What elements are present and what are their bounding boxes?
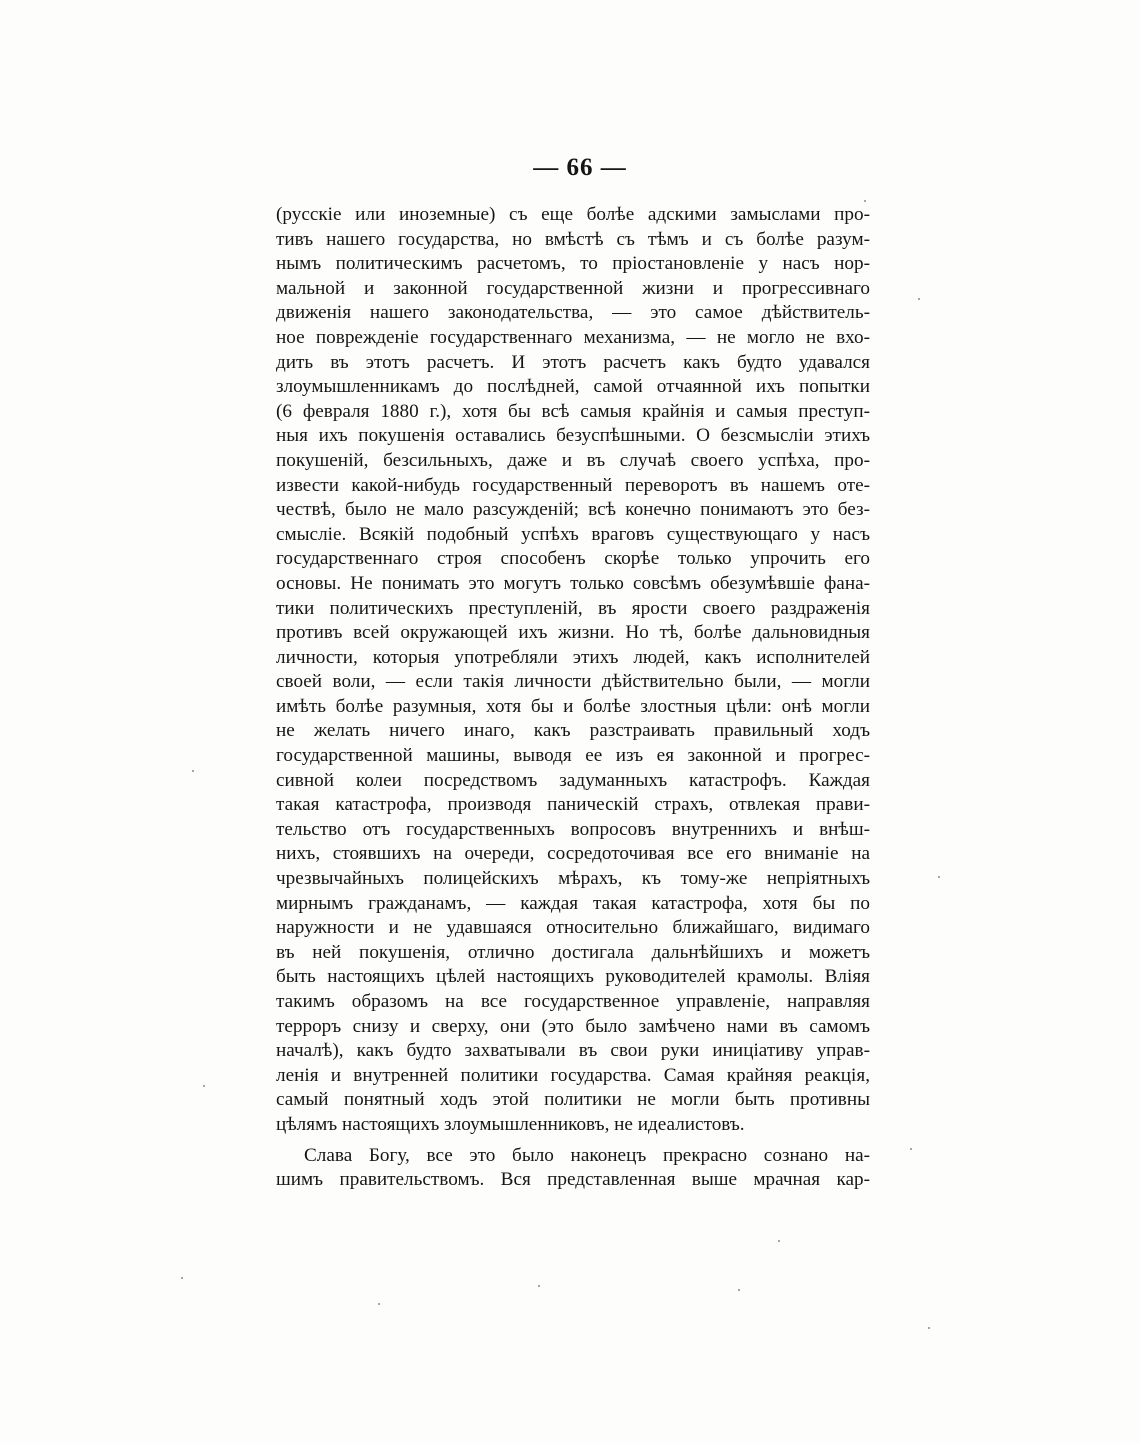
text-line: мирнымъ гражданамъ, — каждая такая катастрофа, хотя бы по: [276, 892, 870, 914]
scan-speck: [928, 1327, 930, 1329]
scan-speck: [738, 1289, 740, 1291]
scan-speck: [538, 1285, 540, 1287]
text-line: такая катастрофа, производя паническій страхъ, отвлекая прави-: [276, 794, 870, 816]
body-text: [276, 203, 870, 1193]
text-line: (6 февраля 1880 г.), хотя бы всѣ самыя крайнія и самыя преступ-: [276, 400, 870, 422]
text-line: сивной колеи посредствомъ задуманныхъ катастрофъ. Каждая: [276, 769, 870, 791]
text-line: самый понятный ходъ этой политики не могли быть противны: [276, 1089, 870, 1111]
text-line: ное поврежденіе государственнаго механизма, — не могло не вхо-: [276, 326, 870, 348]
scan-speck: [192, 770, 194, 772]
text-line: цѣлямъ настоящихъ злоумышленниковъ, не идеалистовъ.: [276, 1113, 745, 1135]
text-line: въ ней покушенія, отлично достигала дальнѣйшихъ и можетъ: [276, 941, 870, 963]
text-line: Слава Богу, все это было наконецъ прекрасно сознано на-: [304, 1144, 870, 1166]
text-line: государственной машины, выводя ее изъ ея законной и прогрес-: [276, 745, 870, 767]
paragraph-2: [276, 1144, 870, 1193]
text-line: чествѣ, было не мало разсужденій; всѣ конечно понимаютъ это без-: [276, 499, 870, 521]
text-line: ленія и внутренней политики государства. Самая крайняя реакція,: [276, 1064, 870, 1086]
text-line: терроръ снизу и сверху, они (это было замѣчено нами въ самомъ: [276, 1015, 870, 1037]
scan-speck: [910, 1148, 912, 1150]
text-line: мальной и законной государственной жизни и прогрессивнаго: [276, 277, 870, 299]
text-line: чрезвычайныхъ полицейскихъ мѣрахъ, къ тому-же непріятныхъ: [276, 868, 870, 890]
scan-speck: [181, 1277, 183, 1279]
text-line: личности, которыя употребляли этихъ людей, какъ исполнителей: [276, 646, 870, 668]
text-line: тики политическихъ преступленій, въ ярости своего раздраженія: [276, 597, 870, 619]
text-line: противъ всей окружающей ихъ жизни. Но тѣ, болѣе дальновидныя: [276, 622, 870, 644]
text-line: тивъ нашего государства, но вмѣстѣ съ тѣмъ и съ болѣе разум-: [276, 228, 870, 250]
text-line: такимъ образомъ на все государственное управленіе, направляя: [276, 991, 870, 1012]
text-line: основы. Не понимать это могутъ только совсѣмъ обезумѣвшіе фана-: [276, 572, 870, 594]
text-line: извести какой-нибудь государственный переворотъ въ нашемъ оте-: [276, 474, 870, 496]
scan-speck: [938, 876, 940, 878]
text-line: быть настоящихъ цѣлей настоящихъ руководителей крамолы. Вліяя: [276, 966, 870, 988]
scan-speck: [918, 298, 920, 300]
text-line: злоумышленникамъ до послѣдней, самой отчаянной ихъ попытки: [276, 376, 870, 398]
text-line: движенія нашего законодательства, — это самое дѣйствитель-: [276, 302, 870, 324]
scan-speck: [778, 1240, 780, 1242]
text-line: началѣ), какъ будто захватывали въ свои руки иниціативу управ-: [276, 1040, 870, 1062]
text-line: тельство отъ государственныхъ вопросовъ внутреннихъ и внѣш-: [276, 818, 870, 840]
text-line: наружности и не удавшаяся относительно ближайшаго, видимаго: [276, 917, 870, 939]
paragraph-1: [276, 203, 870, 1138]
text-line: не желать ничего инаго, какъ разстраивать правильный ходъ: [276, 720, 870, 742]
scan-speck: [864, 200, 866, 202]
text-line: покушеній, безсильныхъ, даже и въ случаѣ своего успѣха, про-: [276, 449, 870, 471]
text-line: дить въ этотъ расчетъ. И этотъ расчетъ какъ будто удавался: [276, 351, 870, 373]
text-line: шимъ правительствомъ. Вся представленная выше мрачная кар-: [276, 1169, 870, 1191]
text-line: нымъ политическимъ расчетомъ, то пріостановленіе у насъ нор-: [276, 253, 870, 275]
page-number: — 66 —: [533, 154, 627, 181]
text-line: государственнаго строя способенъ скорѣе только упрочить его: [276, 548, 870, 570]
text-line: нихъ, стоявшихъ на очереди, сосредоточивая все его вниманіе на: [276, 843, 870, 865]
text-line: своей воли, — если такія личности дѣйствительно были, — могли: [276, 671, 870, 693]
scan-speck: [203, 1085, 205, 1087]
text-line: ныя ихъ покушенія оставались безуспѣшными. О безсмысліи этихъ: [276, 425, 870, 447]
text-line: смысліе. Всякій подобный успѣхъ враговъ существующаго у насъ: [276, 523, 870, 545]
scan-speck: [378, 1303, 380, 1305]
text-line: имѣть болѣе разумныя, хотя бы и болѣе злостныя цѣли: онѣ могли: [276, 695, 870, 717]
text-line: (русскіе или иноземные) съ еще болѣе адскими замыслами про-: [276, 204, 870, 225]
